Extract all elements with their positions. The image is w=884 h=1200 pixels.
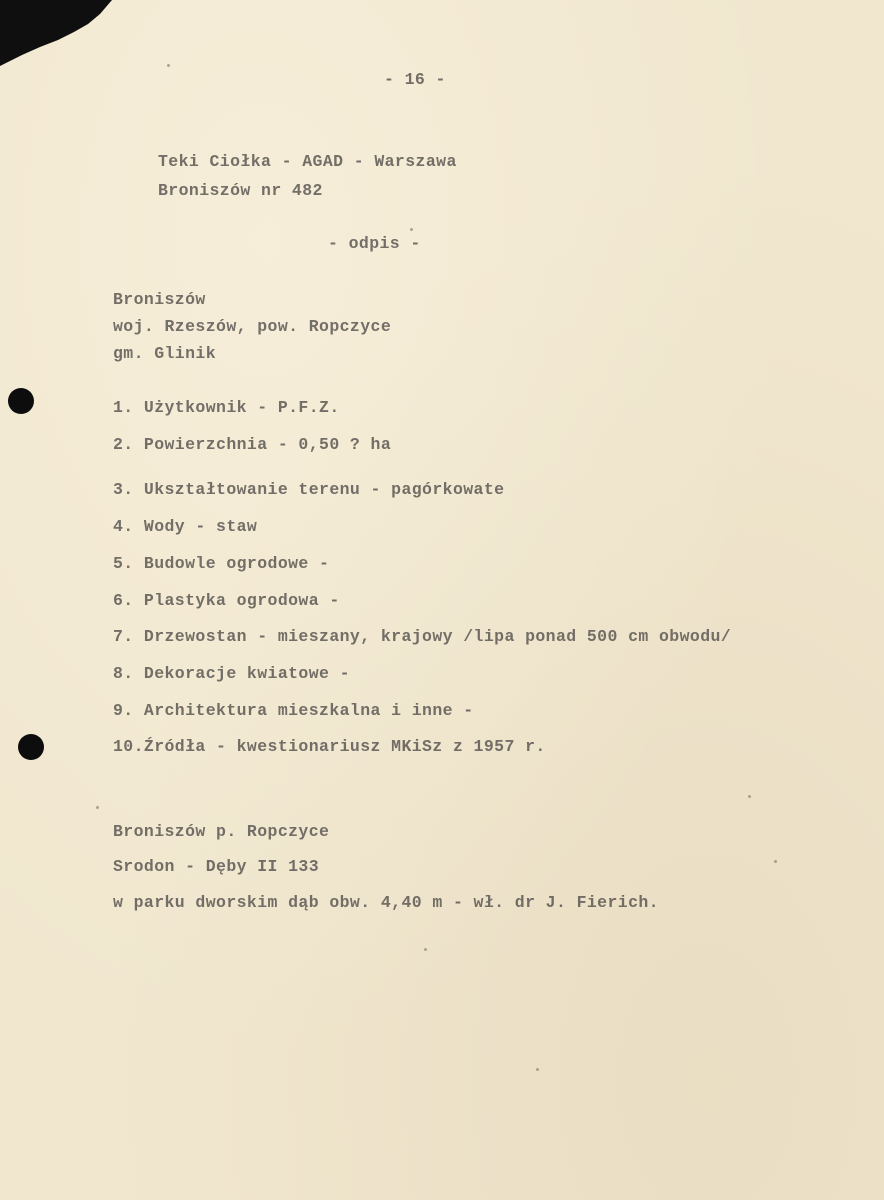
punch-hole-lower bbox=[18, 734, 44, 760]
paper-speck bbox=[167, 64, 170, 67]
list-item-terrain: 3. Ukształtowanie terenu - pagórkowate bbox=[113, 480, 505, 499]
paper-speck bbox=[536, 1068, 539, 1071]
copy-label: - odpis - bbox=[328, 234, 421, 253]
torn-corner bbox=[0, 0, 112, 70]
administrative-unit: woj. Rzeszów, pow. Ropczyce bbox=[113, 317, 392, 336]
page-number: - 16 - bbox=[384, 70, 446, 89]
paper-speck bbox=[748, 795, 751, 798]
list-item-sources: 10.Źródła - kwestionariusz MKiSz z 1957 r. bbox=[113, 737, 546, 756]
list-item-garden-buildings: 5. Budowle ogrodowe - bbox=[113, 554, 330, 573]
list-item-architecture: 9. Architektura mieszkalna i inne - bbox=[113, 701, 474, 720]
archive-reference: Teki Ciołka - AGAD - Warszawa bbox=[158, 152, 457, 171]
note-place: Broniszów p. Ropczyce bbox=[113, 822, 330, 841]
location-name: Broniszów bbox=[113, 290, 206, 309]
commune: gm. Glinik bbox=[113, 344, 217, 363]
list-item-area: 2. Powierzchnia - 0,50 ? ha bbox=[113, 435, 392, 454]
list-item-user: 1. Użytkownik - P.F.Z. bbox=[113, 398, 340, 417]
paper-speck bbox=[424, 948, 427, 951]
paper-speck bbox=[774, 860, 777, 863]
file-reference: Broniszów nr 482 bbox=[158, 181, 323, 200]
list-item-garden-sculpture: 6. Plastyka ogrodowa - bbox=[113, 591, 340, 610]
note-object: Srodon - Dęby II 133 bbox=[113, 857, 320, 876]
note-description: w parku dworskim dąb obw. 4,40 m - wł. dr J. Fierich. bbox=[113, 893, 659, 912]
punch-hole-upper bbox=[8, 388, 34, 414]
paper-speck bbox=[410, 228, 413, 231]
list-item-flower-decoration: 8. Dekoracje kwiatowe - bbox=[113, 664, 350, 683]
list-item-trees: 7. Drzewostan - mieszany, krajowy /lipa ponad 500 cm obwodu/ bbox=[113, 627, 732, 646]
paper-speck bbox=[96, 806, 99, 809]
list-item-waters: 4. Wody - staw bbox=[113, 517, 258, 536]
